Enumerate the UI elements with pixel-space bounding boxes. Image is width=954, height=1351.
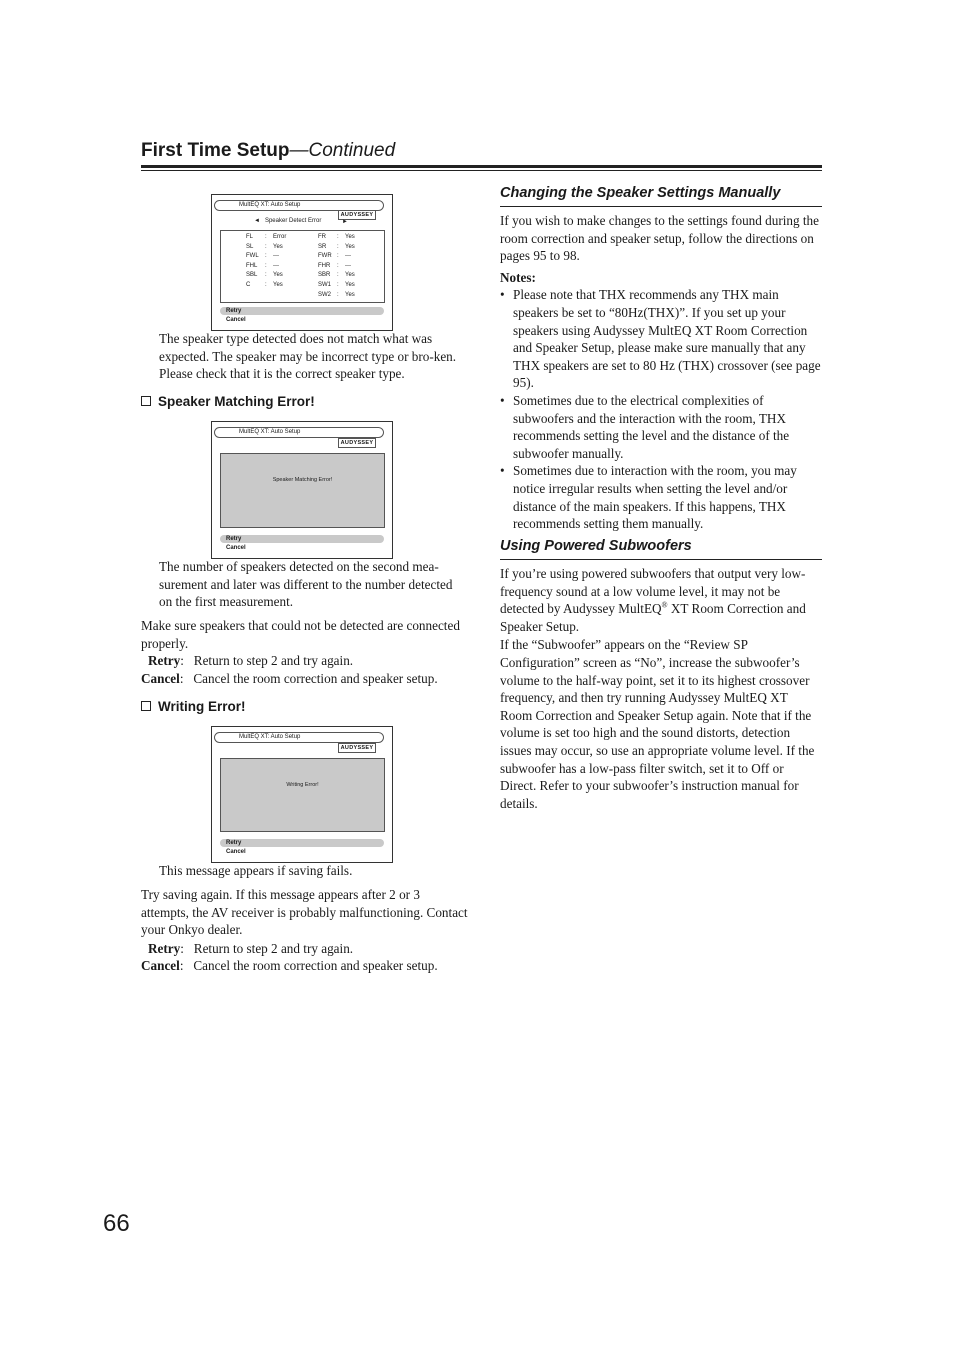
channel-separator: : bbox=[337, 253, 339, 260]
channel-name: SW1 bbox=[318, 282, 332, 288]
audyssey-logo: AUDYSSEY bbox=[338, 210, 376, 220]
channel-status: --- bbox=[273, 253, 279, 260]
screen-title: MultEQ XT: Auto Setup bbox=[214, 427, 384, 438]
channel-row bbox=[318, 252, 373, 262]
channel-status: Yes bbox=[345, 272, 355, 279]
note-item: • Sometimes due to the electrical complexities of subwoofers and the interaction with the room, THX recommends setting the level and the distance of the subwoofer manually. bbox=[500, 392, 822, 462]
page-number: 66 bbox=[103, 1210, 130, 1237]
channel-status: --- bbox=[345, 253, 351, 260]
right-arrow-icon: ► bbox=[342, 219, 348, 225]
heading-using-powered-subwoofers: Using Powered Subwoofers bbox=[500, 538, 692, 554]
channel-status: Yes bbox=[273, 272, 283, 279]
channel-status: Yes bbox=[345, 282, 355, 288]
channel-row bbox=[318, 281, 373, 291]
message-box bbox=[220, 758, 385, 832]
screen-writing-error bbox=[211, 726, 393, 863]
retry-option[interactable]: Retry bbox=[220, 839, 384, 847]
screen-subtitle: ◄ Speaker Detect Error bbox=[254, 218, 322, 224]
channel-name: FR bbox=[318, 234, 326, 240]
checkbox-bullet-icon bbox=[141, 701, 151, 711]
channel-separator: : bbox=[265, 234, 267, 240]
cancel-instruction: Cancel : Cancel the room correction and speaker setup. bbox=[141, 670, 438, 686]
notes-label: Notes: bbox=[500, 269, 536, 285]
channel-row bbox=[318, 291, 373, 301]
retry-instruction: Retry : Return to step 2 and try again. bbox=[148, 653, 354, 669]
channel-row bbox=[318, 233, 373, 243]
channel-row bbox=[318, 243, 373, 253]
error-message: Writing Error! bbox=[286, 782, 319, 788]
channel-row bbox=[318, 271, 373, 281]
channel-status: Yes bbox=[345, 234, 355, 240]
heading-writing-error: Writing Error! bbox=[141, 699, 246, 715]
screen-speaker-detect-error bbox=[211, 194, 393, 331]
channel-name: FWL bbox=[246, 253, 259, 260]
channel-separator: : bbox=[337, 272, 339, 279]
channel-name: FL bbox=[246, 234, 254, 240]
subwoofer-body: If you’re using powered subwoofers that output very low-frequency sound at a low volume level, it may not be detected by Audyssey MultEQ® XT Room Correction and Speaker Setup. If the “Subwoofer” appears on the “Review SP Configuration” screen as “No”, increase the subwoofer’s volume to the half-way point, set it to its highest crossover frequency, and then try running Audyssey MultEQ XT Room Correction and Speaker Setup again. Note that if the volume is set too high and the sound distorts, detection issues may occur, so use an appropriate volume level. If the subwoofer has a low-pass filter switch, set it to Off or Direct. Refer to your subwoofer’s instruction manual for details. bbox=[500, 566, 815, 811]
channel-separator: : bbox=[265, 282, 267, 288]
heading-changing-speaker-settings: Changing the Speaker Settings Manually bbox=[500, 185, 781, 201]
channel-status: Yes bbox=[345, 243, 355, 250]
speaker-matching-description: The number of speakers detected on the second mea-surement and later was different to the number detected on the first measurement. bbox=[159, 559, 453, 610]
channel-name: SL bbox=[246, 243, 254, 250]
channel-status: Yes bbox=[273, 243, 283, 250]
channel-row bbox=[246, 281, 301, 291]
channel-row bbox=[246, 252, 301, 262]
cancel-option[interactable]: Cancel bbox=[226, 317, 246, 323]
channel-separator: : bbox=[337, 291, 339, 298]
channel-status: Yes bbox=[345, 291, 355, 298]
channel-row bbox=[246, 262, 301, 272]
left-arrow-icon: ◄ bbox=[254, 218, 260, 224]
cancel-option[interactable]: Cancel bbox=[226, 849, 246, 855]
channel-separator: : bbox=[337, 262, 339, 269]
retry-option[interactable]: Retry bbox=[220, 307, 384, 315]
channel-name: SBL bbox=[246, 272, 258, 279]
channel-row bbox=[246, 233, 301, 243]
channel-row bbox=[246, 243, 301, 253]
note-item: • Sometimes due to interaction with the room, you may notice irregular results when setting the level and/or distance of the main speakers. If this happens, THX recommends setting them manually. bbox=[500, 462, 822, 532]
section-rule bbox=[500, 559, 822, 560]
section-rule bbox=[500, 206, 822, 207]
error-message: Speaker Matching Error! bbox=[272, 477, 333, 483]
note-item: • Please note that THX recommends any THX main speakers be set to “80Hz(THX)”. If you set up your speakers using Audyssey MultEQ XT Room Correction and Speaker Setup, please make sure manually that any THX speakers are set to 80 Hz (THX) crossover (see page 95). bbox=[500, 286, 822, 392]
message-box bbox=[220, 453, 385, 528]
retry-option[interactable]: Retry bbox=[220, 535, 384, 543]
channel-name: C bbox=[246, 282, 251, 288]
channel-separator: : bbox=[337, 234, 339, 240]
heading-speaker-matching-error: Speaker Matching Error! bbox=[141, 394, 315, 410]
audyssey-logo: AUDYSSEY bbox=[338, 743, 376, 753]
screen-title: MultEQ XT: Auto Setup bbox=[214, 732, 384, 743]
writing-error-description: This message appears if saving fails. bbox=[159, 863, 353, 878]
channel-status: --- bbox=[273, 262, 279, 269]
audyssey-logo: AUDYSSEY bbox=[338, 438, 376, 448]
checkbox-bullet-icon bbox=[141, 396, 151, 406]
channel-row bbox=[318, 262, 373, 272]
writing-error-instructions: Try saving again. If this message appears after 2 or 3 attempts, the AV receiver is probably malfunctioning. Contact your Onkyo dealer. Retry : Return to step 2 and try again. Cancel : Cancel the room correction and speaker setup. bbox=[141, 886, 471, 975]
channel-status: Yes bbox=[273, 282, 283, 288]
channel-name: FHR bbox=[318, 262, 331, 269]
channel-status: --- bbox=[345, 262, 351, 269]
cancel-instruction: Cancel : Cancel the room correction and speaker setup. bbox=[141, 958, 438, 974]
channel-separator: : bbox=[265, 253, 267, 260]
channel-separator: : bbox=[337, 282, 339, 288]
channel-separator: : bbox=[337, 243, 339, 250]
channel-separator: : bbox=[265, 243, 267, 250]
screen-speaker-matching-error bbox=[211, 421, 393, 559]
retry-instruction: Retry : Return to step 2 and try again. bbox=[148, 940, 354, 956]
channel-name: SR bbox=[318, 243, 327, 250]
channel-separator: : bbox=[265, 262, 267, 269]
channel-status: Error bbox=[273, 234, 287, 240]
screen-title: MultEQ XT: Auto Setup bbox=[214, 200, 384, 211]
speaker-matching-instructions: Make sure speakers that could not be detected are connected properly. Retry : Return to step 2 and try again. Cancel : Cancel the room correction and speaker setup. bbox=[141, 617, 471, 687]
changing-settings-body: If you wish to make changes to the settings found during the room correction and speaker setup, follow the directions on pages 95 to 98. Notes: • Please note that THX recommends any THX main speakers be set to “80Hz(THX)”. If you set up your speakers using Audyssey MultEQ XT Room Correction and Speaker Setup, please make sure manually that any THX speakers are set to 80 Hz (THX) crossover (see page 95). • Sometimes due to the electrical complexities of subwoofers and the interaction with the room, THX recommends setting the level and the distance of the subwoofer manually. • Sometimes due to interaction with the room, you may notice irregular results when setting the level and/or distance of the main speakers. If this happens, THX recommends setting them manually. bbox=[500, 212, 822, 533]
channel-name: FHL bbox=[246, 262, 258, 269]
page-header bbox=[141, 140, 822, 162]
channel-name: SW2 bbox=[318, 291, 332, 298]
header-title: First Time Setup—Continued bbox=[141, 140, 396, 161]
header-rule bbox=[141, 165, 822, 168]
notes-list bbox=[500, 286, 822, 532]
cancel-option[interactable]: Cancel bbox=[226, 545, 246, 551]
channel-name: FWR bbox=[318, 253, 332, 260]
channel-separator: : bbox=[265, 272, 267, 279]
header-rule-thin bbox=[141, 170, 822, 171]
speaker-detect-description: The speaker type detected does not match what was expected. The speaker may be incorrect type or bro-ken. Please check that it is the correct speaker type. bbox=[159, 331, 457, 382]
channel-row bbox=[246, 271, 301, 281]
channel-name: SBR bbox=[318, 272, 331, 279]
